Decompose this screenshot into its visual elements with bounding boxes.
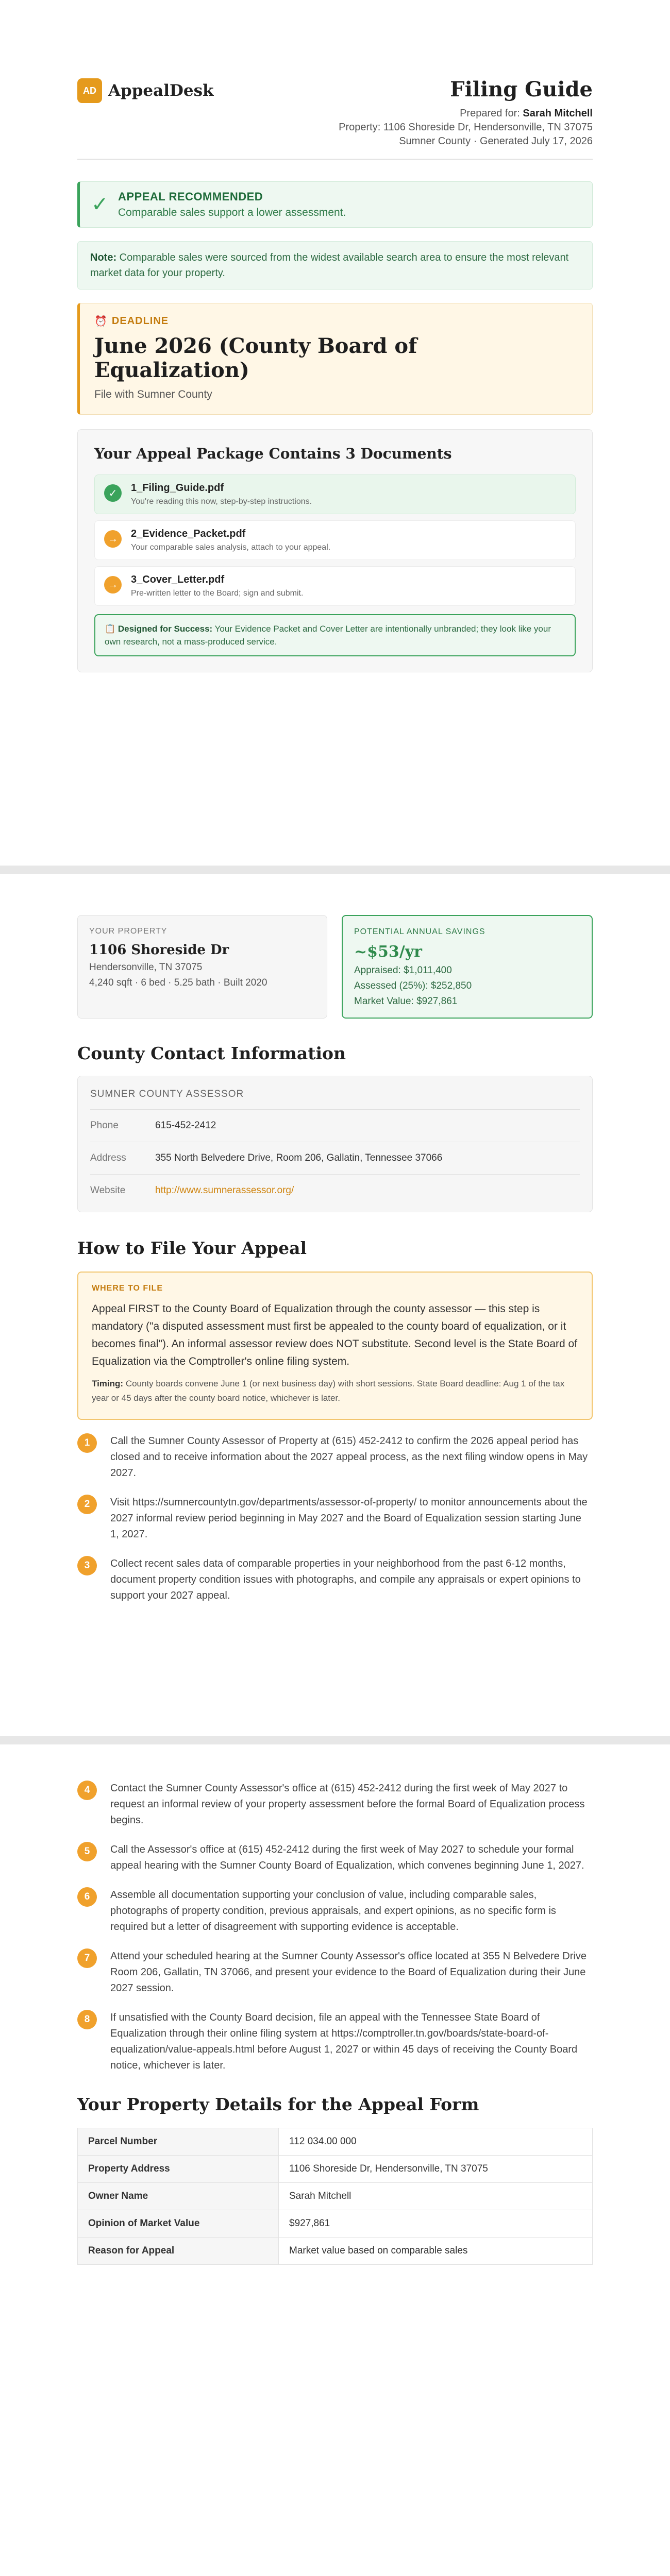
- deadline-label-text: DEADLINE: [111, 315, 169, 327]
- where-to-file-text: Appeal FIRST to the County Board of Equalization through the county assessor — this step is mandatory ("a disputed assessment must first be appealed to the county board of equalization, or it becomes final"). An informal assessor review does NOT substitute. Second level is the State Board of Equalization via the Comptroller's online filing system.: [92, 1303, 578, 1367]
- prepared-name: Sarah Mitchell: [523, 108, 593, 119]
- brand: [77, 78, 214, 103]
- page-1: [0, 0, 670, 672]
- step-1: [77, 1433, 593, 1481]
- contact-row-address: [90, 1142, 580, 1175]
- table-row: [78, 2128, 593, 2156]
- document-icon: 📋: [105, 624, 116, 634]
- package-item-desc: You're reading this now, step-by-step instructions.: [131, 497, 312, 506]
- arrow-circle-icon: →: [104, 530, 122, 548]
- package-item-name: 1_Filing_Guide.pdf: [131, 482, 224, 494]
- package-item-desc: Pre-written letter to the Board; sign and submit.: [131, 589, 304, 598]
- step-number: 8: [77, 2010, 97, 2029]
- property-details-table: [77, 2128, 593, 2265]
- header-divider: [77, 159, 593, 160]
- detail-value: Market value based on comparable sales: [279, 2238, 593, 2265]
- recommendation-title: APPEAL RECOMMENDED: [118, 190, 263, 203]
- savings-card: [342, 915, 593, 1019]
- table-row: [78, 2238, 593, 2265]
- savings-card-label: POTENTIAL ANNUAL SAVINGS: [354, 927, 485, 936]
- property-card: [77, 915, 327, 1019]
- detail-value: Sarah Mitchell: [279, 2183, 593, 2210]
- market-value: Market Value: $927,861: [354, 996, 458, 1007]
- property-line: Property: 1106 Shoreside Dr, Hendersonville, TN 37075: [339, 122, 593, 133]
- recommendation-subtitle: Comparable sales support a lower assessment.: [118, 207, 346, 218]
- detail-value: 112 034.00 000: [279, 2128, 593, 2156]
- arrow-circle-icon: →: [104, 576, 122, 594]
- note-label: Note:: [90, 252, 117, 263]
- step-text: Visit https://sumnercountytn.gov/departments/assessor-of-property/ to monitor announcements about the 2027 informal review period beginning in May 2027 and the Board of Equalization session starting June 1, 2027.: [110, 1497, 588, 1540]
- package-title: Your Appeal Package Contains 3 Documents: [94, 445, 452, 462]
- contact-phone[interactable]: 615-452-2412: [155, 1120, 216, 1131]
- designed-for-success-note: [94, 614, 576, 656]
- how-to-file-title: How to File Your Appeal: [77, 1238, 307, 1258]
- detail-value: $927,861: [279, 2210, 593, 2238]
- step-number: 1: [77, 1433, 97, 1453]
- property-card-label: YOUR PROPERTY: [89, 927, 167, 936]
- appraised-value: Appraised: $1,011,400: [354, 965, 452, 976]
- brand-name: AppealDesk: [108, 81, 214, 100]
- table-row: [78, 2183, 593, 2210]
- detail-key: Reason for Appeal: [78, 2238, 279, 2265]
- contact-header: SUMNER COUNTY ASSESSOR: [90, 1089, 580, 1110]
- brand-logo: AD: [77, 78, 102, 103]
- assessor-website-link[interactable]: http://www.sumnerassessor.org/: [155, 1185, 294, 1196]
- step-4: [77, 1781, 593, 1828]
- appeal-package: [77, 429, 593, 672]
- deadline-subtitle: File with Sumner County: [94, 388, 212, 400]
- page-2: [0, 824, 670, 1604]
- step-text: Assemble all documentation supporting your conclusion of value, including comparable sales, photographs of property condition, previous appraisals, and expert opinions, as no specific form is required but a letter of disagreement with supporting evidence is acceptable.: [110, 1889, 556, 1933]
- package-item-evidence-packet: [94, 520, 576, 560]
- detail-key: Property Address: [78, 2156, 279, 2183]
- step-3: [77, 1556, 593, 1604]
- step-number: 4: [77, 1781, 97, 1800]
- package-item-desc: Your comparable sales analysis, attach to your appeal.: [131, 543, 331, 552]
- contact-card: [77, 1076, 593, 1212]
- property-details: 4,240 sqft · 6 bed · 5.25 bath · Built 2020: [89, 977, 267, 988]
- step-text: If unsatisfied with the County Board decision, file an appeal with the Tennessee State Board of Equalization through their online filing system at https://comptroller.tn.gov/boards/state-board-of-equalization/value-appeals.html before August 1, 2027 or within 45 days of receiving the County Board notice, whichever is later.: [110, 2012, 578, 2071]
- summary-cards: [77, 824, 593, 1019]
- note-text: Comparable sales were sourced from the widest available search area to ensure the most relevant market data for your property.: [90, 252, 569, 279]
- comparable-sales-note: [77, 241, 593, 290]
- prepared-for: [339, 107, 593, 121]
- package-item-name: 2_Evidence_Packet.pdf: [131, 528, 246, 539]
- property-city: Hendersonville, TN 37075: [89, 962, 203, 973]
- deadline-box: [77, 303, 593, 415]
- table-row: [78, 2210, 593, 2238]
- where-to-file-label: WHERE TO FILE: [92, 1284, 163, 1293]
- property-details-title: Your Property Details for the Appeal Form: [77, 2094, 479, 2114]
- page-break: [0, 1736, 670, 1744]
- checkmark-icon: ✓: [91, 193, 109, 216]
- step-text: Contact the Sumner County Assessor's office at (615) 452-2412 during the first week of May 2027 to request an informal review of your property assessment before the formal Board of Equalization process begins.: [110, 1783, 585, 1826]
- package-item-filing-guide: [94, 474, 576, 514]
- alarm-clock-icon: ⏰: [94, 316, 108, 327]
- step-2: [77, 1495, 593, 1543]
- prepared-prefix: Prepared for:: [460, 108, 520, 119]
- timing-text: [92, 1377, 578, 1405]
- recommendation-banner: [77, 181, 593, 228]
- step-number: 5: [77, 1842, 97, 1861]
- contact-row-phone: [90, 1110, 580, 1142]
- detail-value: 1106 Shoreside Dr, Hendersonville, TN 37075: [279, 2156, 593, 2183]
- page-3: [0, 1767, 670, 2265]
- package-item-name: 3_Cover_Letter.pdf: [131, 574, 225, 585]
- step-text: Attend your scheduled hearing at the Sumner County Assessor's office located at 355 N Belvedere Drive Room 206, Gallatin, TN 37066, and present your evidence to the Board of Equalization during their June 2027 session.: [110, 1951, 587, 1994]
- timing-label: Timing:: [92, 1379, 124, 1388]
- step-5: [77, 1842, 593, 1874]
- step-text: Call the Assessor's office at (615) 452-2412 during the first week of May 2027 to schedule your formal appeal hearing with the Sumner County Board of Equalization, which convenes beginning June 1, 2027.: [110, 1844, 584, 1871]
- property-address: 1106 Shoreside Dr: [89, 942, 229, 958]
- contact-key: Phone: [90, 1120, 119, 1131]
- detail-key: Owner Name: [78, 2183, 279, 2210]
- timing-body: County boards convene June 1 (or next business day) with short sessions. State Board deadline: Aug 1 of the tax year or 45 days after the county board notice, whichever is later.: [92, 1379, 565, 1403]
- savings-value: ~$53/yr: [354, 943, 422, 961]
- deadline-label: [94, 315, 578, 328]
- table-row: [78, 2156, 593, 2183]
- package-item-cover-letter: [94, 566, 576, 606]
- design-label: Designed for Success:: [118, 624, 213, 634]
- county-line: Sumner County · Generated July 17, 2026: [399, 135, 593, 147]
- contact-address: 355 North Belvedere Drive, Room 206, Gallatin, Tennessee 37066: [155, 1153, 443, 1163]
- step-7: [77, 1948, 593, 1996]
- contact-key: Address: [90, 1153, 126, 1163]
- header-meta: [339, 77, 593, 148]
- document-header: [77, 0, 593, 148]
- design-text: Your Evidence Packet and Cover Letter are intentionally unbranded; they look like your own research, not a mass-produced service.: [105, 624, 551, 647]
- step-number: 2: [77, 1495, 97, 1514]
- step-number: 6: [77, 1887, 97, 1907]
- detail-key: Parcel Number: [78, 2128, 279, 2156]
- step-text: Call the Sumner County Assessor of Property at (615) 452-2412 to confirm the 2026 appeal period has closed and to receive information about the 2027 appeal process, as the next filing window opens in May 2027.: [110, 1435, 588, 1479]
- contact-section-title: County Contact Information: [77, 1043, 346, 1063]
- step-8: [77, 2010, 593, 2074]
- step-6: [77, 1887, 593, 1935]
- detail-key: Opinion of Market Value: [78, 2210, 279, 2238]
- step-text: Collect recent sales data of comparable properties in your neighborhood from the past 6-12 months, document property condition issues with photographs, and compile any appraisals or expert opinions to support your 2027 appeal.: [110, 1558, 581, 1601]
- check-circle-icon: ✓: [104, 484, 122, 502]
- where-to-file-box: [77, 1272, 593, 1420]
- assessed-value: Assessed (25%): $252,850: [354, 980, 472, 991]
- contact-row-website: [90, 1175, 580, 1207]
- step-number: 7: [77, 1948, 97, 1968]
- contact-key: Website: [90, 1185, 126, 1196]
- step-number: 3: [77, 1556, 97, 1575]
- document-title: Filing Guide: [450, 77, 593, 101]
- deadline-title: June 2026 (County Board of Equalization): [94, 334, 417, 382]
